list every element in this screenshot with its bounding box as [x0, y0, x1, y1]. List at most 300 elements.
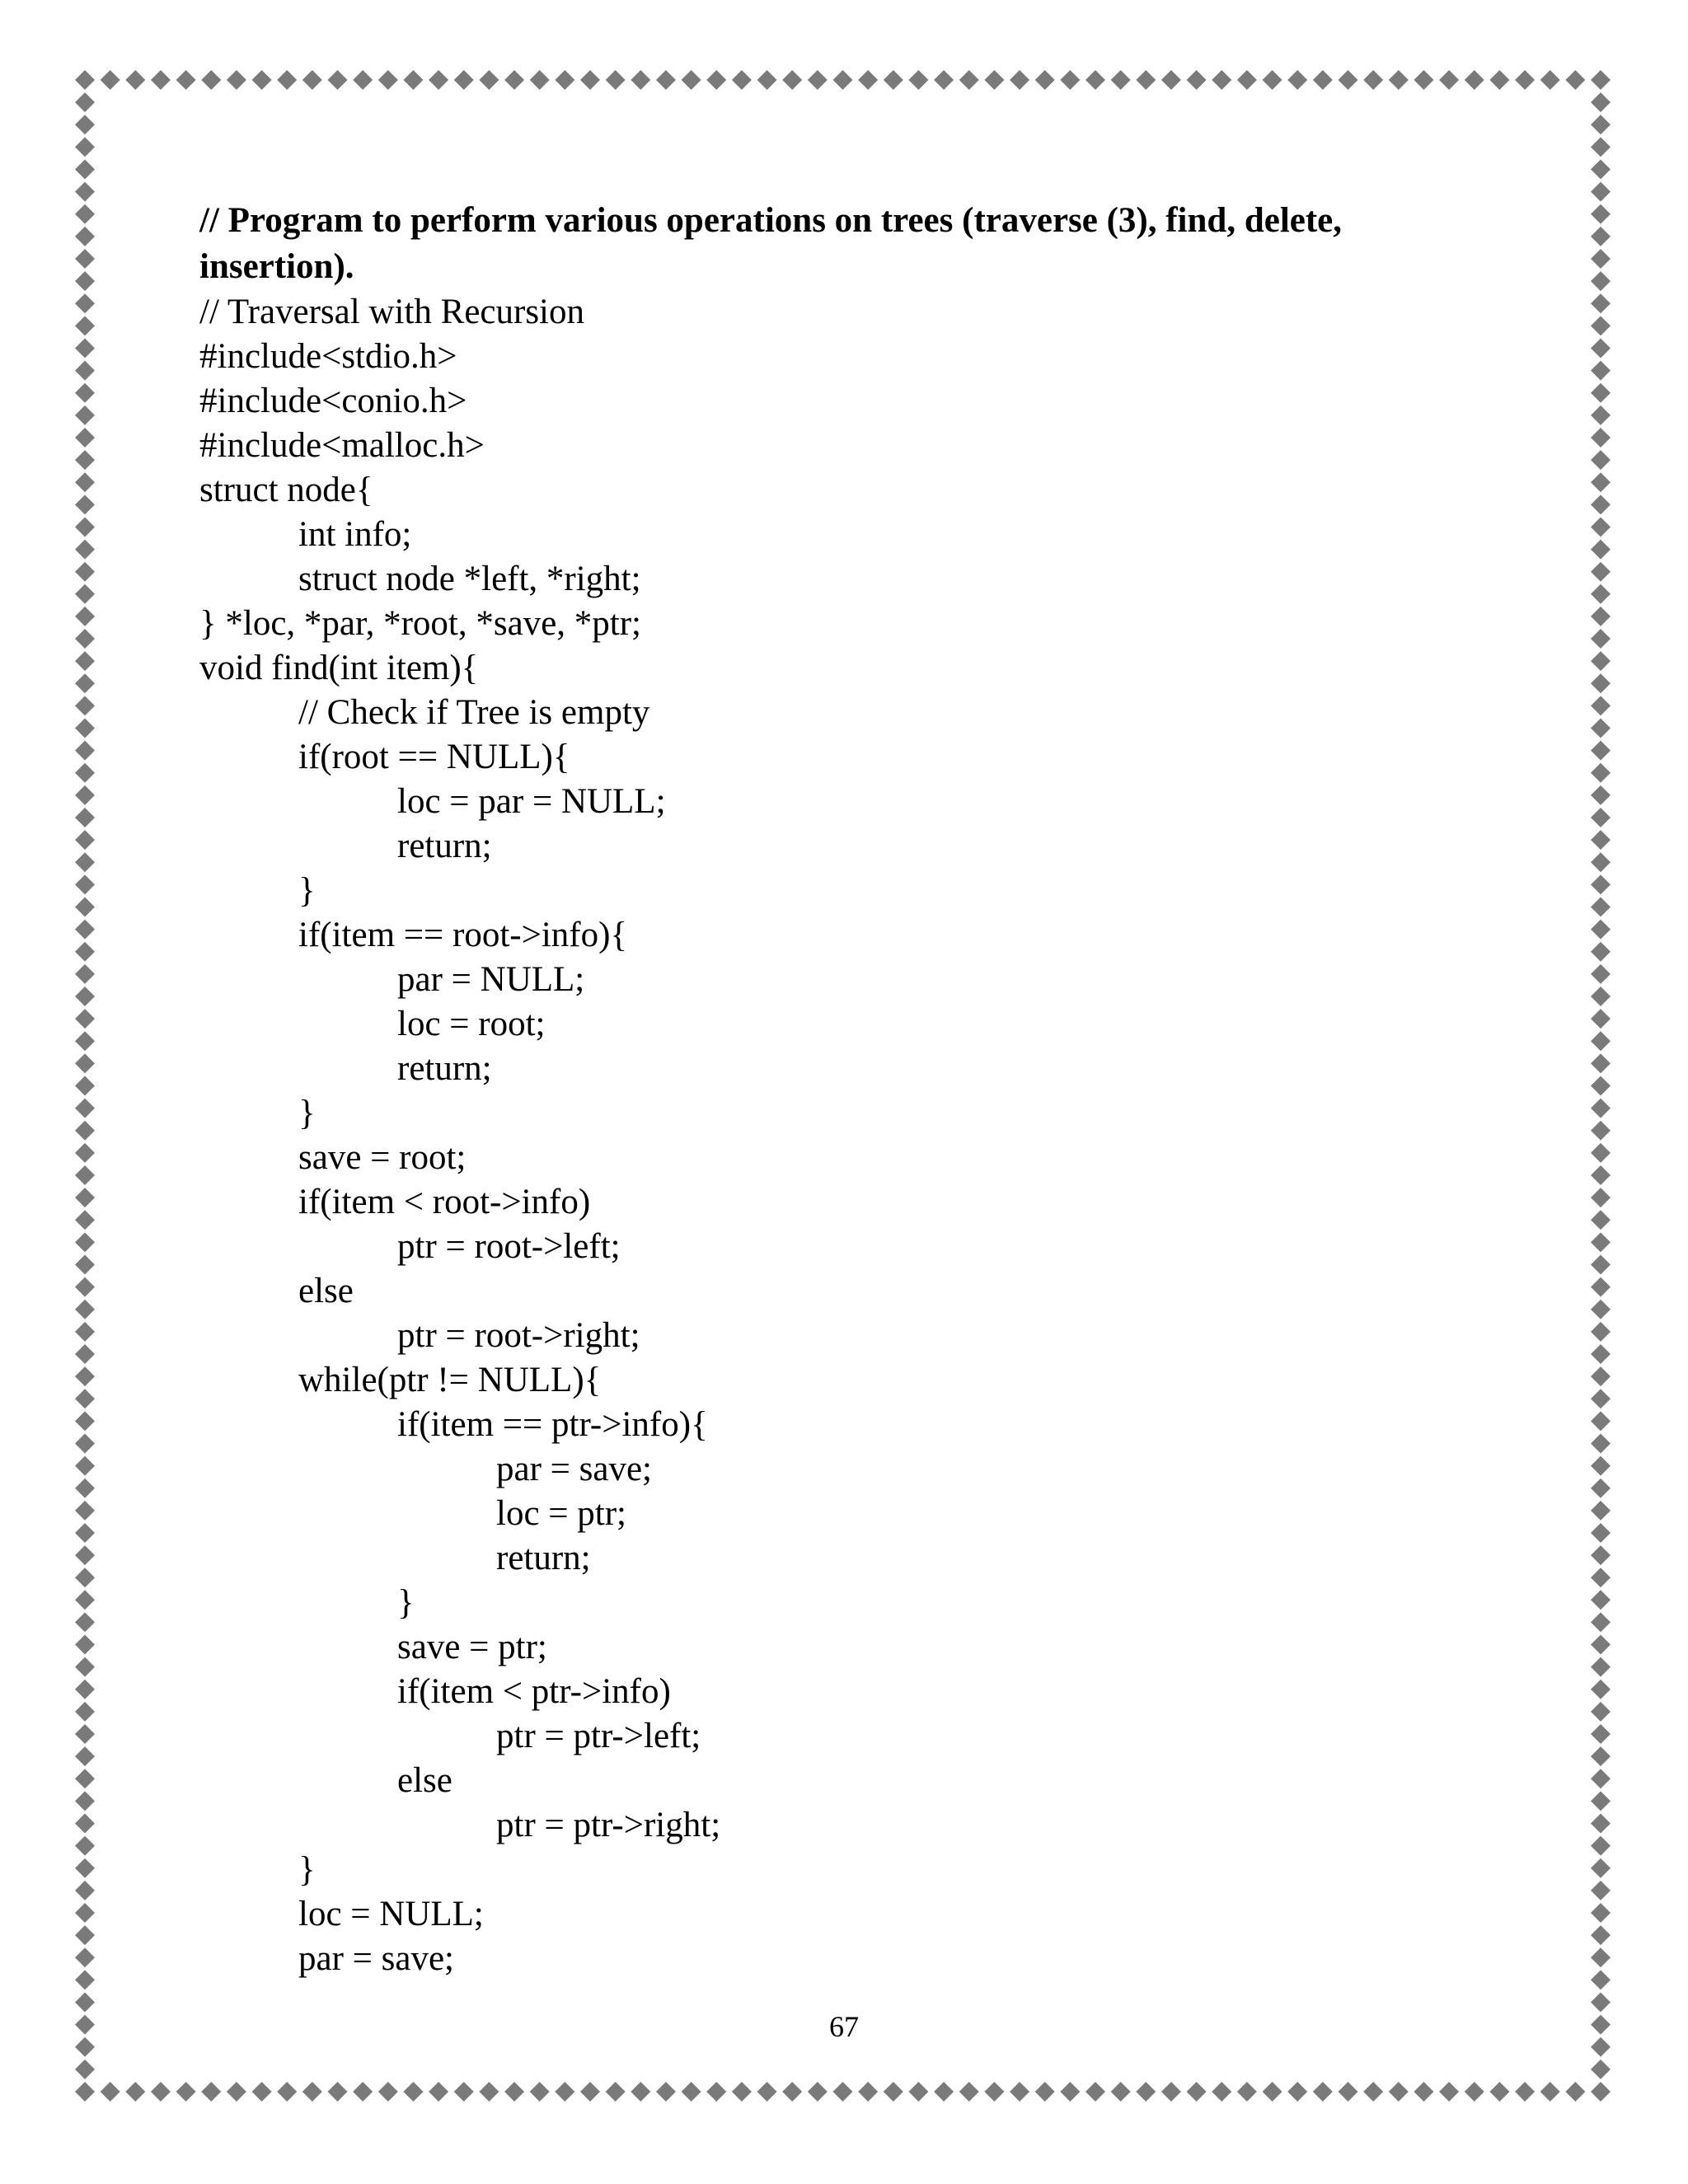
- border-diamond: [1339, 70, 1358, 90]
- border-diamond: [277, 2082, 297, 2102]
- border-diamond: [504, 70, 524, 90]
- border-diamond: [75, 852, 95, 872]
- border-diamond: [833, 70, 853, 90]
- border-diamond: [1212, 70, 1231, 90]
- border-diamond: [75, 137, 95, 157]
- code-line: if(item < root->info): [298, 1183, 591, 1221]
- border-diamond: [1591, 987, 1611, 1006]
- border-diamond: [75, 1746, 95, 1766]
- border-diamond: [151, 70, 171, 90]
- border-diamond: [1591, 1523, 1611, 1543]
- border-diamond: [1591, 70, 1611, 90]
- border-diamond: [429, 2082, 448, 2102]
- border-diamond: [1591, 316, 1611, 335]
- border-diamond: [782, 2082, 802, 2102]
- border-diamond: [1591, 562, 1611, 582]
- border-diamond: [1591, 204, 1611, 224]
- border-diamond: [75, 428, 95, 448]
- border-diamond: [75, 562, 95, 582]
- border-diamond: [1237, 2082, 1257, 2102]
- border-diamond: [1591, 472, 1611, 492]
- border-diamond: [75, 1970, 95, 1990]
- border-diamond: [75, 1143, 95, 1163]
- border-diamond: [1111, 70, 1131, 90]
- code-line: save = root;: [298, 1138, 467, 1177]
- border-diamond: [1591, 1322, 1611, 1342]
- border-diamond: [75, 92, 95, 112]
- code-line: return;: [397, 827, 492, 865]
- code-line: #include<stdio.h>: [199, 337, 457, 376]
- border-diamond: [1591, 1791, 1611, 1811]
- code-block: [199, 290, 1485, 1981]
- border-diamond: [1489, 70, 1509, 90]
- border-diamond: [1439, 2082, 1459, 2102]
- border-diamond: [808, 70, 828, 90]
- border-diamond: [151, 2082, 171, 2102]
- code-line: #include<conio.h>: [199, 382, 467, 420]
- border-diamond: [1591, 898, 1611, 917]
- border-diamond: [75, 1814, 95, 1834]
- border-diamond: [1591, 450, 1611, 470]
- border-diamond: [1187, 2082, 1207, 2102]
- border-diamond: [1591, 338, 1611, 358]
- code-line: #include<malloc.h>: [199, 426, 485, 465]
- border-diamond: [75, 1300, 95, 1319]
- border-diamond: [75, 450, 95, 470]
- code-line: ptr = root->right;: [397, 1316, 640, 1355]
- border-diamond: [454, 2082, 474, 2102]
- border-diamond: [1591, 271, 1611, 291]
- border-diamond: [1591, 1099, 1611, 1118]
- border-diamond: [75, 361, 95, 381]
- border-diamond: [75, 1389, 95, 1408]
- border-diamond: [530, 70, 550, 90]
- border-diamond: [580, 2082, 600, 2102]
- border-diamond: [277, 70, 297, 90]
- border-diamond: [227, 2082, 246, 2102]
- border-diamond: [1465, 70, 1484, 90]
- border-diamond: [1591, 2060, 1611, 2079]
- border-diamond: [908, 70, 928, 90]
- border-diamond: [1591, 1925, 1611, 1945]
- border-diamond: [75, 1031, 95, 1051]
- border-diamond: [1591, 808, 1611, 827]
- border-diamond: [1035, 70, 1055, 90]
- border-diamond: [1565, 70, 1585, 90]
- document-body: [199, 198, 1485, 1981]
- border-diamond: [1161, 70, 1181, 90]
- border-diamond: [1212, 2082, 1231, 2102]
- border-diamond: [75, 1165, 95, 1185]
- border-diamond: [75, 2060, 95, 2079]
- border-diamond: [1136, 70, 1156, 90]
- border-diamond: [1010, 2082, 1029, 2102]
- border-diamond: [1591, 763, 1611, 783]
- border-diamond: [1591, 852, 1611, 872]
- border-diamond: [1540, 2082, 1560, 2102]
- border-diamond: [75, 651, 95, 671]
- border-diamond: [75, 1791, 95, 1811]
- border-diamond: [75, 607, 95, 626]
- code-line: else: [397, 1761, 452, 1800]
- code-line: save = ptr;: [397, 1628, 547, 1666]
- border-diamond: [1465, 2082, 1484, 2102]
- border-diamond: [125, 70, 145, 90]
- border-diamond: [1591, 1479, 1611, 1498]
- border-diamond: [75, 987, 95, 1006]
- border-diamond: [1591, 1903, 1611, 1923]
- border-diamond: [504, 2082, 524, 2102]
- border-diamond: [75, 1925, 95, 1945]
- border-diamond: [75, 1009, 95, 1029]
- code-line: if(item < ptr->info): [397, 1672, 671, 1711]
- border-diamond: [75, 316, 95, 335]
- border-diamond: [75, 271, 95, 291]
- border-diamond: [1187, 70, 1207, 90]
- border-diamond: [75, 1210, 95, 1230]
- code-line: if(root == NULL){: [298, 738, 570, 776]
- border-diamond: [302, 2082, 322, 2102]
- border-diamond: [934, 2082, 954, 2102]
- border-diamond: [75, 159, 95, 179]
- border-diamond: [1591, 785, 1611, 805]
- border-diamond: [1591, 1947, 1611, 1967]
- border-diamond: [75, 1903, 95, 1923]
- code-line: }: [298, 1850, 316, 1889]
- code-line: par = save;: [298, 1939, 455, 1978]
- border-diamond: [656, 2082, 676, 2102]
- border-diamond: [1515, 2082, 1535, 2102]
- code-line: ptr = root->left;: [397, 1227, 621, 1266]
- border-diamond: [75, 1411, 95, 1431]
- border-diamond: [1111, 2082, 1131, 2102]
- border-diamond: [429, 70, 448, 90]
- code-line: struct node{: [199, 471, 373, 509]
- border-diamond: [1591, 361, 1611, 381]
- border-diamond: [530, 2082, 550, 2102]
- border-diamond: [75, 383, 95, 403]
- border-diamond: [176, 2082, 196, 2102]
- border-diamond: [252, 70, 272, 90]
- border-diamond: [606, 70, 626, 90]
- border-diamond: [1591, 1031, 1611, 1051]
- border-diamond: [580, 70, 600, 90]
- code-line: loc = NULL;: [298, 1895, 484, 1933]
- border-diamond: [1591, 1568, 1611, 1587]
- border-diamond: [75, 115, 95, 134]
- border-diamond: [1591, 1769, 1611, 1788]
- border-diamond: [1591, 584, 1611, 604]
- border-diamond: [1591, 2082, 1611, 2102]
- border-diamond: [1591, 1746, 1611, 1766]
- border-diamond: [1085, 70, 1105, 90]
- border-diamond: [1591, 383, 1611, 403]
- border-diamond: [75, 673, 95, 693]
- border-diamond: [1263, 70, 1282, 90]
- border-diamond: [75, 584, 95, 604]
- border-diamond: [479, 70, 499, 90]
- border-diamond: [984, 70, 1004, 90]
- border-diamond: [75, 1277, 95, 1297]
- border-diamond: [1591, 1724, 1611, 1744]
- border-diamond: [1060, 2082, 1080, 2102]
- border-diamond: [75, 1612, 95, 1632]
- border-diamond: [101, 2082, 120, 2102]
- border-diamond: [403, 2082, 423, 2102]
- code-line: ptr = ptr->left;: [496, 1717, 701, 1755]
- border-diamond: [1591, 1858, 1611, 1878]
- border-diamond: [1591, 1076, 1611, 1096]
- border-diamond: [75, 540, 95, 560]
- border-diamond: [75, 1657, 95, 1677]
- border-diamond: [75, 1232, 95, 1252]
- border-diamond: [75, 808, 95, 827]
- border-diamond: [75, 405, 95, 425]
- border-diamond: [1591, 1053, 1611, 1073]
- border-diamond: [1591, 1612, 1611, 1632]
- border-diamond: [1591, 1300, 1611, 1319]
- border-diamond: [227, 70, 246, 90]
- border-diamond: [1591, 1657, 1611, 1677]
- border-diamond: [1591, 673, 1611, 693]
- border-diamond: [75, 182, 95, 202]
- code-line: ptr = ptr->right;: [496, 1806, 721, 1844]
- border-diamond: [1591, 1389, 1611, 1408]
- border-diamond: [1591, 920, 1611, 940]
- border-diamond: [1313, 70, 1333, 90]
- border-diamond: [631, 70, 650, 90]
- border-diamond: [201, 2082, 221, 2102]
- border-diamond: [959, 70, 979, 90]
- border-diamond: [1439, 70, 1459, 90]
- border-diamond: [732, 70, 752, 90]
- border-diamond: [706, 2082, 726, 2102]
- border-diamond: [75, 1121, 95, 1141]
- border-diamond: [201, 70, 221, 90]
- border-diamond: [479, 2082, 499, 2102]
- border-diamond: [252, 2082, 272, 2102]
- border-diamond: [75, 1254, 95, 1274]
- border-diamond: [75, 293, 95, 313]
- border-diamond: [75, 942, 95, 962]
- border-diamond: [555, 70, 574, 90]
- border-diamond: [75, 1076, 95, 1096]
- border-diamond: [1414, 70, 1433, 90]
- border-diamond: [75, 494, 95, 514]
- border-diamond: [1591, 1232, 1611, 1252]
- border-diamond: [1591, 1970, 1611, 1990]
- border-diamond: [1591, 1366, 1611, 1386]
- border-diamond: [75, 830, 95, 850]
- border-diamond: [75, 1858, 95, 1878]
- code-line: loc = par = NULL;: [397, 782, 666, 821]
- border-diamond: [75, 1479, 95, 1498]
- border-diamond: [1591, 629, 1611, 649]
- border-diamond: [808, 2082, 828, 2102]
- border-diamond: [1591, 1143, 1611, 1163]
- code-line: loc = ptr;: [496, 1494, 626, 1533]
- border-diamond: [75, 1635, 95, 1655]
- border-diamond: [1591, 92, 1611, 112]
- border-diamond: [75, 1724, 95, 1744]
- border-diamond: [75, 1366, 95, 1386]
- border-diamond: [75, 204, 95, 224]
- border-diamond: [75, 763, 95, 783]
- border-diamond: [858, 70, 878, 90]
- border-diamond: [75, 2082, 95, 2102]
- border-diamond: [1085, 2082, 1105, 2102]
- border-diamond: [1389, 2082, 1409, 2102]
- border-diamond: [1591, 651, 1611, 671]
- border-diamond: [1010, 70, 1029, 90]
- border-diamond: [1591, 494, 1611, 514]
- border-diamond: [1591, 1277, 1611, 1297]
- code-line: void find(int item){: [199, 649, 479, 687]
- border-diamond: [1591, 1188, 1611, 1207]
- code-line: par = NULL;: [397, 960, 585, 999]
- border-diamond: [1591, 1254, 1611, 1274]
- border-diamond: [75, 1680, 95, 1699]
- border-diamond: [1591, 1702, 1611, 1722]
- border-diamond: [75, 1501, 95, 1521]
- code-line: // Traversal with Recursion: [199, 293, 584, 331]
- border-diamond: [353, 70, 373, 90]
- border-diamond: [75, 920, 95, 940]
- border-diamond: [1591, 517, 1611, 537]
- border-diamond: [706, 70, 726, 90]
- border-diamond: [1591, 1635, 1611, 1655]
- code-line: return;: [397, 1049, 492, 1088]
- border-diamond: [75, 1881, 95, 1900]
- code-line: loc = root;: [397, 1005, 546, 1043]
- border-diamond: [1591, 428, 1611, 448]
- code-line: // Check if Tree is empty: [298, 693, 650, 732]
- border-diamond: [1565, 2082, 1585, 2102]
- code-line: }: [298, 871, 316, 910]
- border-diamond: [884, 2082, 903, 2102]
- border-diamond: [75, 227, 95, 246]
- border-diamond: [1591, 719, 1611, 738]
- border-diamond: [1263, 2082, 1282, 2102]
- border-diamond: [75, 719, 95, 738]
- border-diamond: [1591, 137, 1611, 157]
- border-diamond: [75, 338, 95, 358]
- code-line: }: [397, 1583, 415, 1622]
- code-line: if(item == root->info){: [298, 916, 628, 954]
- border-diamond: [1591, 405, 1611, 425]
- border-diamond: [1035, 2082, 1055, 2102]
- border-diamond: [75, 1836, 95, 1856]
- border-diamond: [1591, 1210, 1611, 1230]
- border-diamond: [75, 472, 95, 492]
- border-diamond: [1591, 1814, 1611, 1834]
- border-diamond: [75, 898, 95, 917]
- border-diamond: [1591, 540, 1611, 560]
- border-diamond: [1287, 2082, 1307, 2102]
- border-diamond: [1591, 607, 1611, 626]
- border-diamond: [1591, 1456, 1611, 1476]
- border-diamond: [75, 1188, 95, 1207]
- border-diamond: [782, 70, 802, 90]
- border-diamond: [75, 1456, 95, 1476]
- border-diamond: [1591, 249, 1611, 269]
- border-diamond: [1591, 964, 1611, 984]
- border-diamond: [1591, 942, 1611, 962]
- border-diamond: [1591, 1881, 1611, 1900]
- border-diamond: [75, 696, 95, 715]
- border-diamond: [656, 70, 676, 90]
- border-diamond: [75, 1590, 95, 1610]
- border-diamond: [1591, 1433, 1611, 1453]
- border-diamond: [302, 70, 322, 90]
- border-diamond: [732, 2082, 752, 2102]
- border-diamond: [454, 70, 474, 90]
- border-diamond: [75, 517, 95, 537]
- border-diamond: [1591, 1590, 1611, 1610]
- border-diamond: [75, 874, 95, 894]
- border-diamond: [75, 1344, 95, 1364]
- border-diamond: [884, 70, 903, 90]
- border-diamond: [125, 2082, 145, 2102]
- border-diamond: [606, 2082, 626, 2102]
- border-diamond: [75, 964, 95, 984]
- border-diamond: [328, 2082, 348, 2102]
- border-diamond: [378, 2082, 398, 2102]
- border-diamond: [1591, 1501, 1611, 1521]
- border-diamond: [353, 2082, 373, 2102]
- code-line: return;: [496, 1539, 591, 1577]
- code-line: int info;: [298, 515, 412, 554]
- border-diamond: [1136, 2082, 1156, 2102]
- border-diamond: [682, 2082, 701, 2102]
- code-line: while(ptr != NULL){: [298, 1361, 602, 1399]
- page-number: 67: [829, 2010, 859, 2043]
- border-diamond: [1591, 1344, 1611, 1364]
- border-diamond: [75, 249, 95, 269]
- border-diamond: [1591, 741, 1611, 761]
- border-diamond: [1591, 696, 1611, 715]
- border-diamond: [75, 1099, 95, 1118]
- border-diamond: [75, 1568, 95, 1587]
- border-diamond: [75, 785, 95, 805]
- border-diamond: [75, 1545, 95, 1565]
- border-diamond: [75, 629, 95, 649]
- border-diamond: [75, 1769, 95, 1788]
- border-diamond: [1591, 1680, 1611, 1699]
- border-diamond: [1591, 830, 1611, 850]
- code-line: if(item == ptr->info){: [397, 1405, 708, 1444]
- border-diamond: [75, 1053, 95, 1073]
- border-diamond: [1313, 2082, 1333, 2102]
- border-diamond: [1339, 2082, 1358, 2102]
- border-diamond: [555, 2082, 574, 2102]
- border-diamond: [75, 1702, 95, 1722]
- border-diamond: [1591, 159, 1611, 179]
- code-line: } *loc, *par, *root, *save, *ptr;: [199, 604, 641, 643]
- border-diamond: [1591, 293, 1611, 313]
- border-diamond: [75, 1322, 95, 1342]
- border-diamond: [1591, 1165, 1611, 1185]
- border-diamond: [757, 2082, 777, 2102]
- border-diamond: [1591, 227, 1611, 246]
- border-diamond: [1161, 2082, 1181, 2102]
- border-diamond: [176, 70, 196, 90]
- border-diamond: [1515, 70, 1535, 90]
- border-diamond: [328, 70, 348, 90]
- border-diamond: [984, 2082, 1004, 2102]
- border-diamond: [934, 70, 954, 90]
- border-diamond: [1591, 182, 1611, 202]
